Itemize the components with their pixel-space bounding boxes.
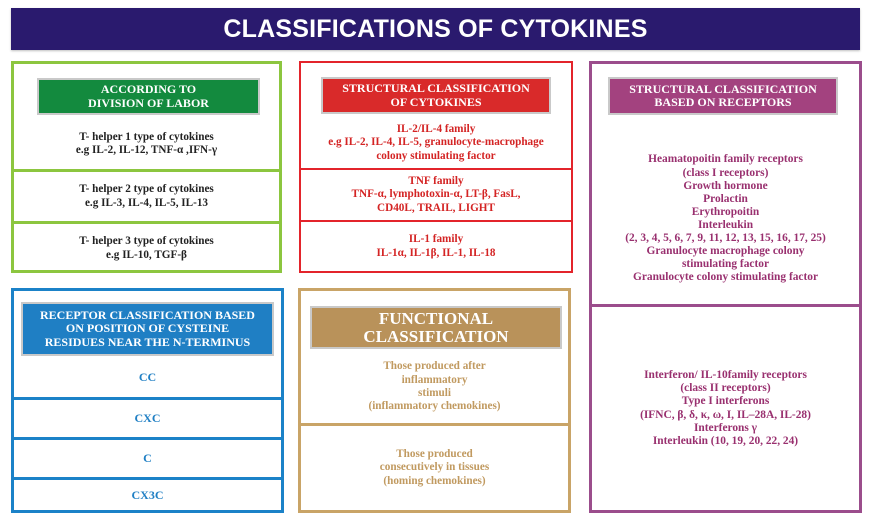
il1-family-cell [301,220,571,271]
cell-line: Granulocyte macrophage colony [646,245,805,258]
cell-line: inflammatory [401,373,468,386]
cell-line: (class II receptors) [680,382,771,395]
cell-title: T- helper 1 type of cytokines [79,130,214,143]
panel-header [21,302,274,356]
cell-line: CXC [134,411,161,426]
cell-line: Prolactin [703,192,748,205]
cell-line: Growth hormone [683,179,768,192]
cell-line: (inflammatory chemokines) [368,400,501,413]
panel-structural-classification [299,61,573,273]
inflammatory-chemokines-cell [301,351,568,423]
cell-line: e.g IL-2, IL-4, IL-5, granulocyte-macrophage [328,136,544,149]
header-line: DIVISION OF LABOR [88,95,209,110]
panel-functional-classification [298,288,571,513]
header-line: STRUCTURAL CLASSIFICATION [629,81,817,96]
cell-line: Those produced after [383,360,486,373]
th1-cell [14,119,279,169]
il2-family-cell [301,118,571,168]
tnf-family-cell [301,168,571,220]
header-line: ON POSITION OF CYSTEINE [65,321,230,336]
cell-title: T- helper 3 type of cytokines [79,235,214,248]
th2-cell [14,169,279,221]
header-line: OF CYTOKINES [390,94,482,109]
header-line: ACCORDING TO [100,82,197,97]
cell-line: Erythropoitin [691,205,760,218]
cell-examples: e.g IL-3, IL-4, IL-5, IL-13 [84,196,209,209]
header-line: RECEPTOR CLASSIFICATION BASED [40,307,255,322]
c-cell [14,437,281,477]
panel-header [321,77,551,114]
cell-line: colony stimulating factor [376,149,496,162]
cxc-cell [14,397,281,437]
header-line: CLASSIFICATION [363,326,509,346]
th3-cell [14,221,279,273]
cell-examples: e.g IL-2, IL-12, TNF-α ,IFN-γ [75,144,218,156]
header-line: STRUCTURAL CLASSIFICATION [342,81,530,96]
cell-line: Granulocyte colony stimulating factor [632,271,819,284]
cell-line: TNF-α, lymphotoxin-α, LT-β, FasL, [351,188,521,201]
cell-line: Those produced [396,447,473,460]
panel-receptor-structural [589,61,862,513]
header-line: FUNCTIONAL [378,308,494,328]
panel-header [37,78,260,115]
homing-chemokines-cell [301,423,568,510]
cell-line: (IFNC, β, δ, κ, ω, I, IL–28A, IL-28) [640,408,811,421]
cell-line: CD40L, TRAIL, LIGHT [377,201,495,214]
panel-division-of-labor [11,61,282,273]
class-ii-receptors-cell [592,304,859,510]
cell-line: (homing chemokines) [383,474,486,487]
cell-line: Interleukin (10, 19, 20, 22, 24) [652,434,799,447]
class-i-receptors-cell [592,119,859,304]
cell-examples: e.g IL-10, TGF-β [106,248,187,261]
cell-line: IL-2/IL-4 family [396,122,476,135]
cell-line: Type I interferons [681,395,770,408]
cell-line: CC [138,370,157,385]
cc-cell [14,358,281,397]
page-title [11,8,860,50]
cell-line: Interferons γ [693,421,757,434]
cell-line: C [143,451,152,466]
cell-line: IL-1 family [408,233,464,246]
cell-line: Interferon/ IL-10family receptors [644,369,807,382]
cell-title: T- helper 2 type of cytokines [79,183,214,196]
panel-cysteine-classification [11,288,284,513]
cell-line: CX3C [131,487,164,502]
panel-header [310,306,562,349]
cell-line: (2, 3, 4, 5, 6, 7, 9, 11, 12, 13, 15, 16, 17, 25) [625,232,826,245]
cell-line: Interleukin [697,219,754,231]
cell-line: stimulating factor [682,258,769,271]
cell-line: Heamatopoitin family receptors [648,153,803,166]
cell-line: consecutively in tissues [379,461,490,474]
header-line: RESIDUES NEAR THE N-TERMINUS [44,334,251,349]
cell-line: IL-1α, IL-1β, IL-1, IL-18 [376,246,496,259]
cell-line: (class I receptors) [682,166,769,179]
cell-line: TNF family [408,174,464,187]
header-line: BASED ON RECEPTORS [654,95,792,109]
panel-header [608,77,838,115]
cell-line: stimuli [418,387,451,399]
title-text: CLASSIFICATIONS OF CYTOKINES [223,14,648,43]
cx3c-cell [14,477,281,510]
